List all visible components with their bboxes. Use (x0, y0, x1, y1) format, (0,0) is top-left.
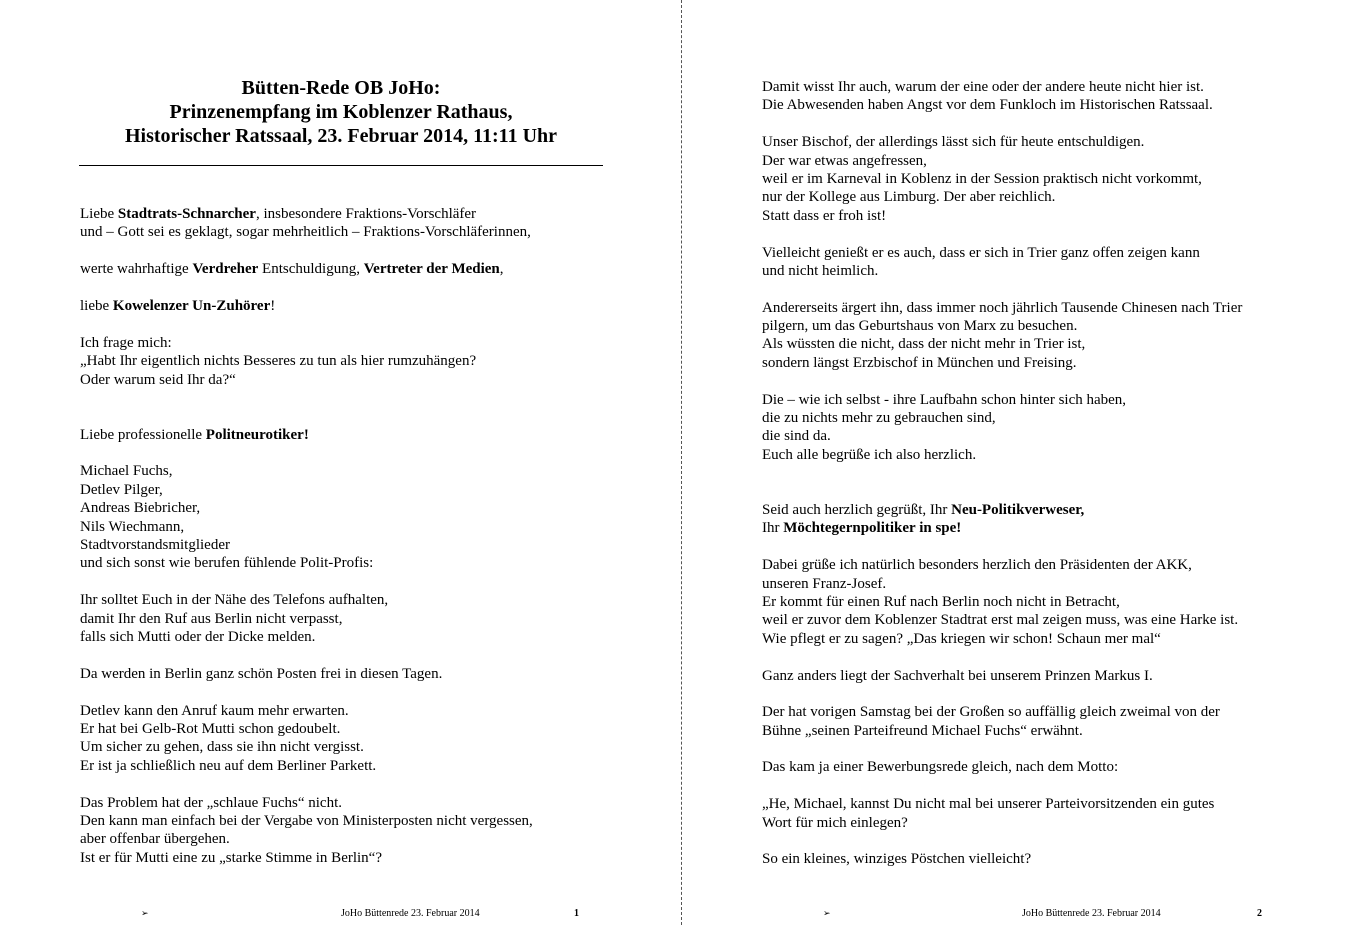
paragraph-line: weil er im Karneval in Koblenz in der Session praktisch nicht vorkommt, (762, 170, 1202, 187)
paragraph-line: die zu nichts mehr zu gebrauchen sind, (762, 410, 996, 427)
paragraph-line: Um sicher zu gehen, dass sie ihn nicht vergisst. (80, 739, 364, 756)
paragraph-line: Er hat bei Gelb-Rot Mutti schon gedoubelt. (80, 720, 341, 737)
paragraph-line: die sind da. (762, 428, 831, 445)
paragraph-line: pilgern, um das Geburtshaus von Marx zu besuchen. (762, 318, 1078, 335)
paragraph-line: Als wüssten die nicht, dass der nicht mehr in Trier ist, (762, 336, 1086, 353)
paragraph-line: Andreas Biebricher, (80, 500, 201, 517)
paragraph-line: und nicht heimlich. (762, 262, 879, 279)
paragraph-line: und – Gott sei es geklagt, sogar mehrheitlich – Fraktions-Vorschläferinnen, (80, 224, 531, 241)
paragraph-line: Vielleicht genießt er es auch, dass er sich in Trier ganz offen zeigen kann (762, 244, 1200, 261)
paragraph-line: aber offenbar übergehen. (80, 831, 230, 848)
paragraph-line: Er ist ja schließlich neu auf dem Berliner Parkett. (80, 757, 377, 774)
title-underline (79, 165, 603, 166)
paragraph-line: weil er zuvor dem Koblenzer Stadtrat erst mal zeigen muss, was eine Harke ist. (762, 612, 1239, 629)
page-number: 2 (1257, 908, 1262, 919)
paragraph-line: Oder warum seid Ihr da?“ (80, 371, 236, 388)
paragraph-line: damit Ihr den Ruf aus Berlin nicht verpasst, (80, 610, 343, 627)
document-title (80, 76, 602, 148)
paragraph-line: Damit wisst Ihr auch, warum der eine oder der andere heute nicht hier ist. (762, 79, 1204, 95)
paragraph-line: Dabei grüße ich natürlich besonders herzlich den Präsidenten der AKK, (762, 557, 1192, 574)
paragraph-line: Seid auch herzlich gegrüßt, Ihr Neu-Politikverweser, (762, 502, 1085, 518)
paragraph-line: Ihr Möchtegernpolitiker in spe! (762, 520, 962, 537)
paragraph-line: nur der Kollege aus Limburg. Der aber reichlich. (762, 189, 1056, 206)
arrow-bullet-icon: ➢ (141, 909, 149, 919)
paragraph-line: Liebe professionelle Politneurotiker! (80, 426, 309, 443)
paragraph-line: Euch alle begrüße ich also herzlich. (762, 446, 977, 463)
paragraph-line: Der hat vorigen Samstag bei der Großen so auffällig gleich zweimal von der (762, 704, 1220, 721)
paragraph-line: Ihr solltet Euch in der Nähe des Telefons aufhalten, (80, 592, 389, 609)
paragraph-line: Den kann man einfach bei der Vergabe von Ministerposten nicht vergessen, (80, 812, 533, 829)
paragraph-line: Wie pflegt er zu sagen? „Das kriegen wir schon! Schaun mer mal“ (762, 630, 1161, 647)
paragraph-line: „He, Michael, kannst Du nicht mal bei unserer Parteivorsitzenden ein gutes (762, 796, 1215, 813)
page-2-body (762, 78, 1242, 869)
page-number: 1 (574, 908, 579, 919)
paragraph-line: werte wahrhaftige Verdreher Entschuldigung, Vertreter der Medien, (80, 261, 504, 278)
arrow-bullet-icon: ➢ (823, 909, 831, 919)
paragraph-line: Die Abwesenden haben Angst vor dem Funkloch im Historischen Ratssaal. (762, 97, 1213, 114)
paragraph-line: Detlev kann den Anruf kaum mehr erwarten. (80, 702, 349, 719)
footer-text: JoHo Büttenrede 23. Februar 2014 (1022, 908, 1161, 919)
paragraph-line: sondern längst Erzbischof in München und Freising. (762, 354, 1077, 371)
paragraph-line: So ein kleines, winziges Pöstchen vielleicht? (762, 851, 1032, 868)
paragraph-line: Statt dass er froh ist! (762, 207, 887, 224)
paragraph-line: Da werden in Berlin ganz schön Posten frei in diesen Tagen. (80, 665, 443, 682)
paragraph-line: Wort für mich einlegen? (762, 814, 908, 831)
paragraph-line: Liebe Stadtrats-Schnarcher, insbesondere Fraktions-Vorschläfer (80, 206, 477, 222)
title-line-1: Bütten-Rede OB JoHo: (241, 77, 441, 99)
paragraph-line: Die – wie ich selbst - ihre Laufbahn schon hinter sich haben, (762, 391, 1127, 408)
paragraph-line: Stadtvorstandsmitglieder (80, 537, 230, 554)
paragraph-line: Michael Fuchs, (80, 463, 173, 480)
title-line-2: Prinzenempfang im Koblenzer Rathaus, (169, 101, 513, 123)
paragraph-line: Das kam ja einer Bewerbungsrede gleich, nach dem Motto: (762, 759, 1119, 776)
paragraph-line: „Habt Ihr eigentlich nichts Besseres zu tun als hier rumzuhängen? (80, 353, 477, 370)
paragraph-line: Bühne „seinen Parteifreund Michael Fuchs“ erwähnt. (762, 722, 1083, 739)
paragraph-line: Andererseits ärgert ihn, dass immer noch jährlich Tausende Chinesen nach Trier (762, 299, 1243, 316)
paragraph-line: Der war etwas angefressen, (762, 152, 927, 169)
paragraph-line: Das Problem hat der „schlaue Fuchs“ nicht. (80, 794, 343, 811)
paragraph-line: Ich frage mich: (80, 334, 172, 351)
paragraph-line: Ganz anders liegt der Sachverhalt bei unserem Prinzen Markus I. (762, 667, 1153, 684)
paragraph-line: Unser Bischof, der allerdings lässt sich für heute entschuldigen. (762, 134, 1145, 151)
paragraph-line: Nils Wiechmann, (80, 518, 185, 535)
paragraph-line: Ist er für Mutti eine zu „starke Stimme in Berlin“? (80, 849, 382, 866)
paragraph-line: liebe Kowelenzer Un-Zuhörer! (80, 297, 276, 314)
paragraph-line: Detlev Pilger, (80, 481, 163, 498)
footer-text: JoHo Büttenrede 23. Februar 2014 (341, 908, 480, 919)
paragraph-line: falls sich Mutti oder der Dicke melden. (80, 629, 316, 645)
paragraph-line: und sich sonst wie berufen fühlende Polit-Profis: (80, 555, 374, 572)
page-1-body (80, 205, 533, 867)
paragraph-line: unseren Franz-Josef. (762, 575, 887, 592)
title-line-3: Historischer Ratssaal, 23. Februar 2014, 11:11 Uhr (124, 125, 558, 147)
page-2 (683, 0, 1363, 925)
paragraph-line: Er kommt für einen Ruf nach Berlin noch nicht in Betracht, (762, 593, 1120, 610)
